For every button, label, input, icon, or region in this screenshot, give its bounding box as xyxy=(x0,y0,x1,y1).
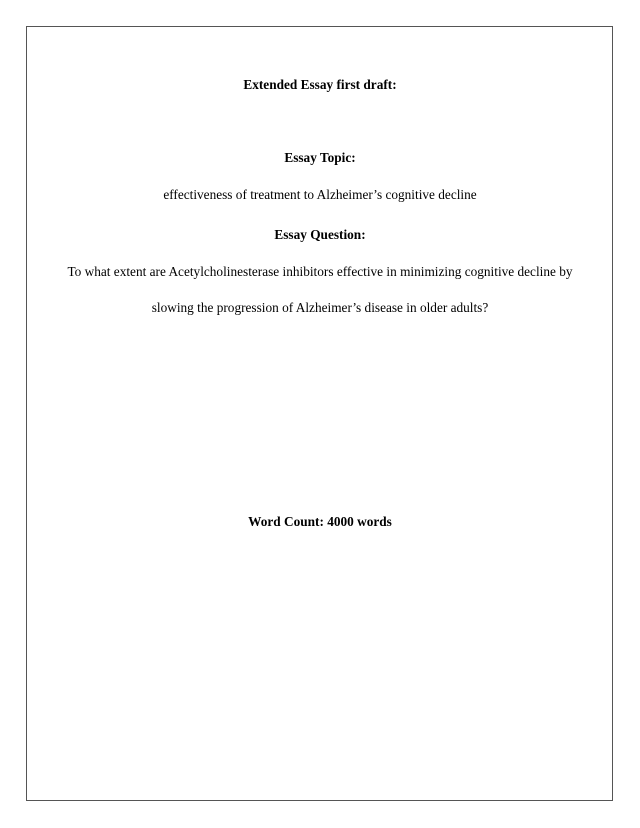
essay-topic-text: effectiveness of treatment to Alzheimer’s cognitive decline xyxy=(163,187,477,202)
essay-topic-heading: Essay Topic: xyxy=(284,150,356,165)
document-title: Extended Essay first draft: xyxy=(243,77,397,92)
word-count: Word Count: 4000 words xyxy=(248,514,392,529)
page-border xyxy=(26,26,613,801)
essay-question-heading: Essay Question: xyxy=(274,227,366,242)
essay-question-line: slowing the progression of Alzheimer’s disease in older adults? xyxy=(151,300,489,315)
essay-question-line: To what extent are Acetylcholinesterase inhibitors effective in minimizing cognitive decline by xyxy=(67,264,573,279)
